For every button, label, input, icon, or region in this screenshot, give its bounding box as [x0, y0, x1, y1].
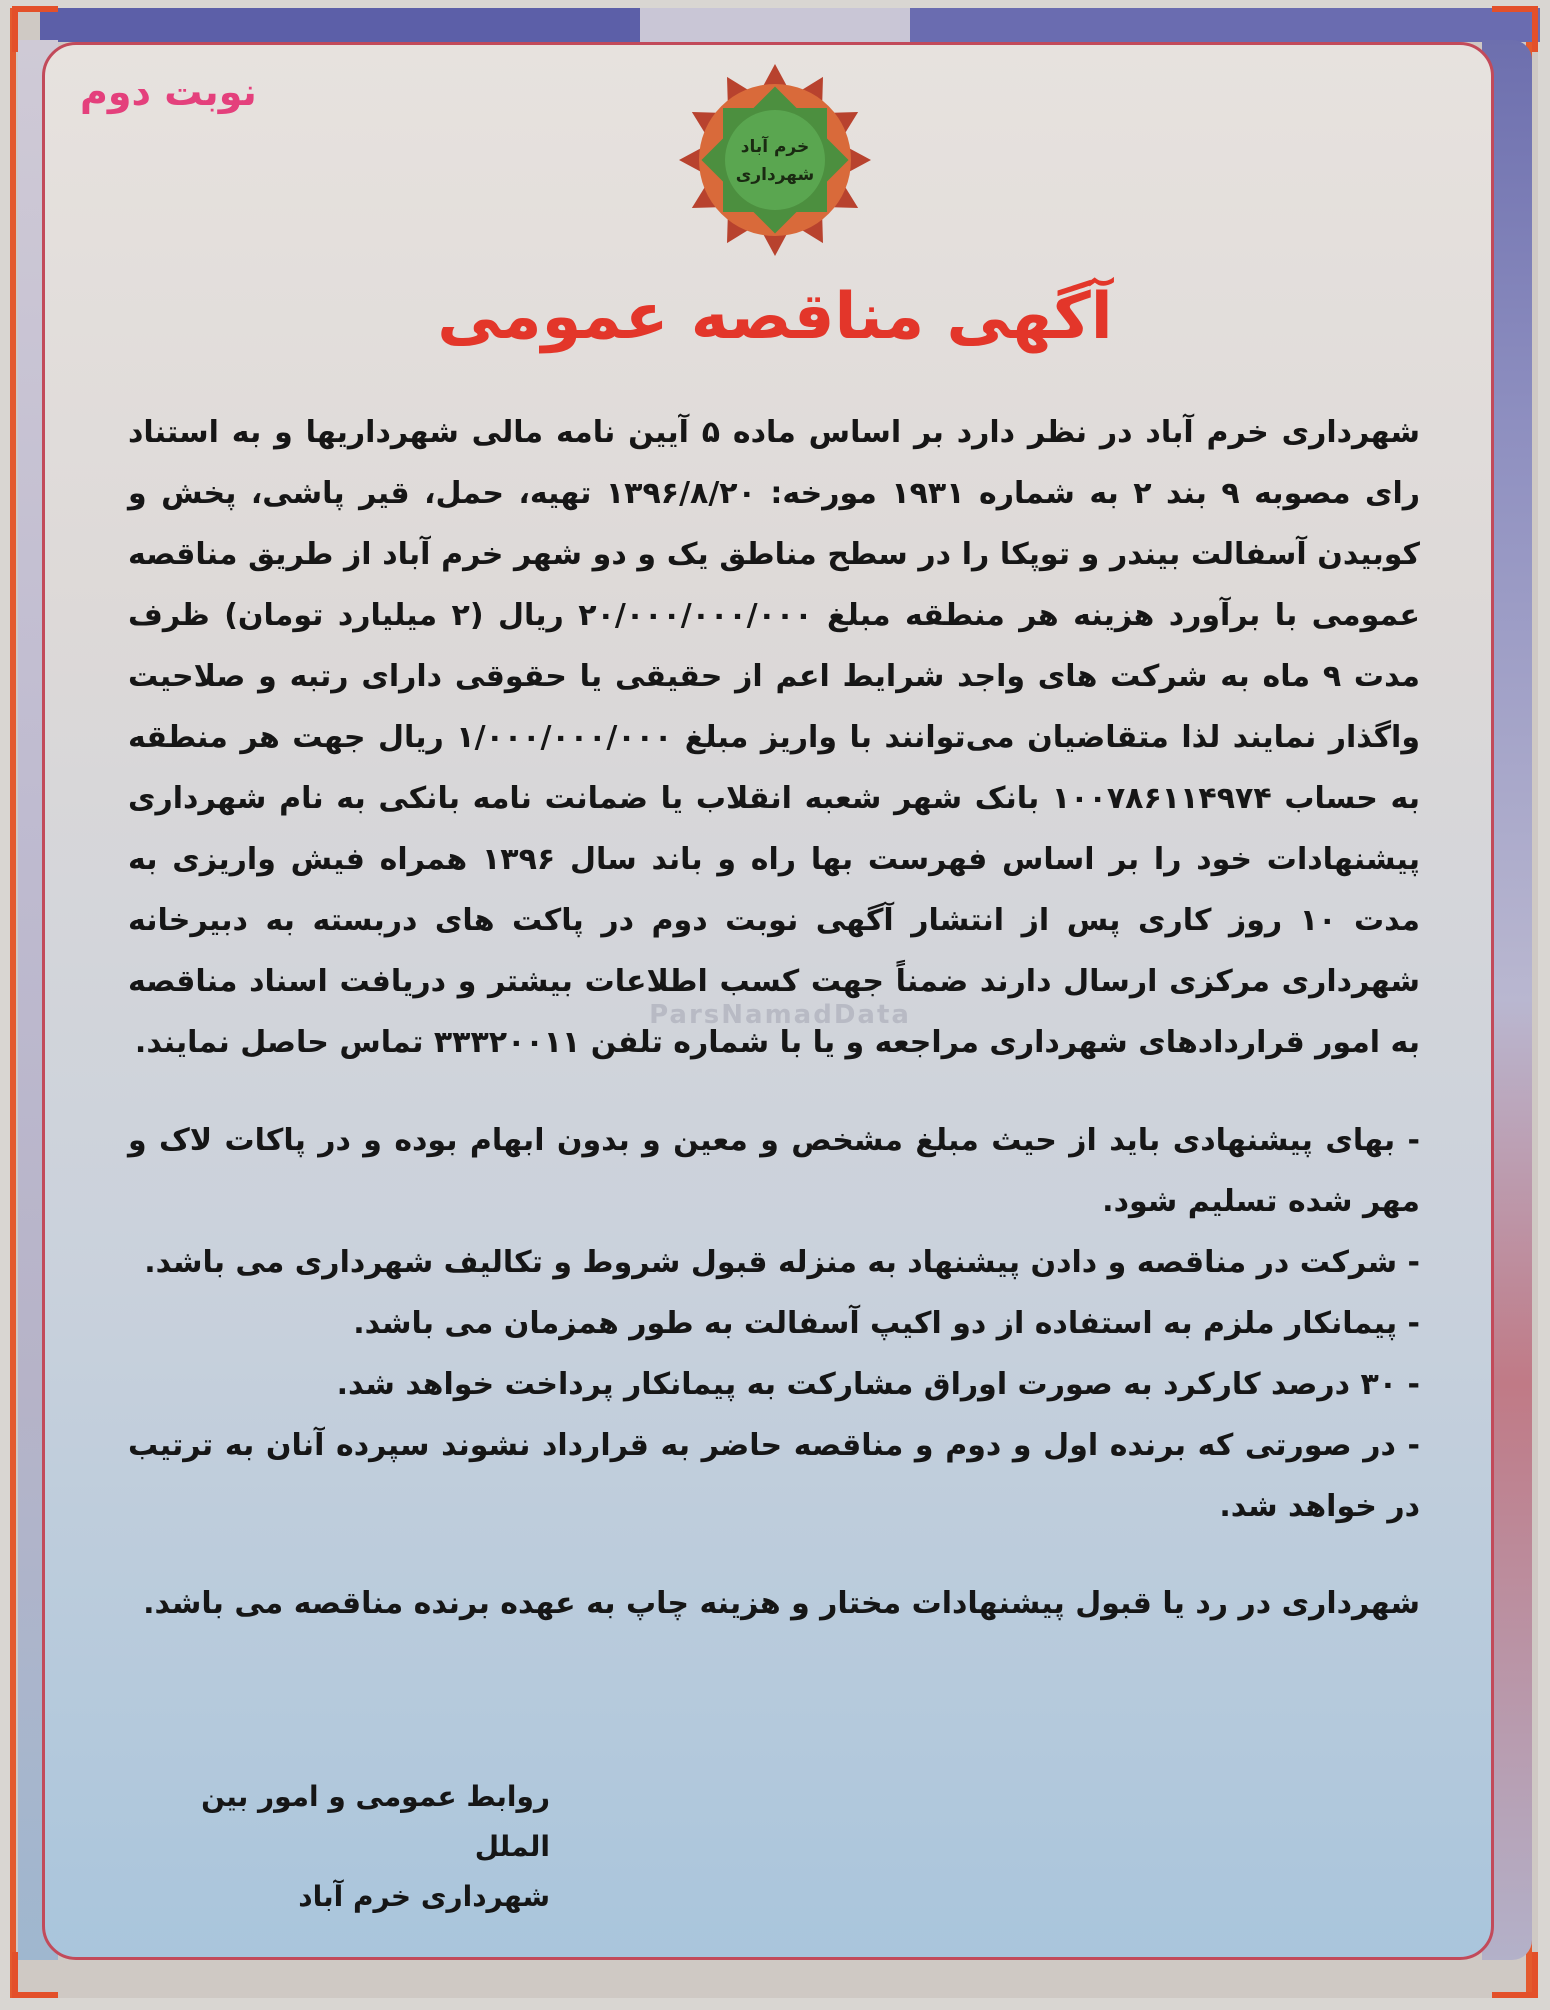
- frame-corner-bottom-left: [12, 1952, 58, 1998]
- seal-text-bottom: شهرداری: [735, 165, 815, 185]
- seal-center: [725, 110, 825, 210]
- signature-block: [130, 1772, 550, 1922]
- body-paragraph: شهرداری خرم آباد در نظر دارد بر اساس ماده ۵ آیین نامه مالی شهرداریها و به استناد رای مصوبه ۹ بند ۲ به شماره ۱۹۳۱ مورخه: ۱۳۹۶/۸/۲۰ تهیه، حمل، قیر پاشی، پخش و کوبیدن آسفالت بیندر و توپکا را در سطح مناطق یک و دو شهر خرم آباد از طریق مناقصه عمومی با برآورد هزینه هر منطقه مبلغ ۲۰/۰۰۰/۰۰۰/۰۰۰ ریال (۲ میلیارد تومان) ظرف مدت ۹ ماه به شرکت های واجد شرایط اعم از حقیقی یا حقوقی دارای رتبه و صلاحیت واگذار نمایند لذا متقاضیان می‌توانند با واریز مبلغ ۱/۰۰۰/۰۰۰/۰۰۰ ریال جهت هر منطقه به حساب ۱۰۰۷۸۶۱۱۴۹۷۴ بانک شهر شعبه انقلاب یا ضمانت نامه بانکی به نام شهرداری پیشنهادات خود را بر اساس فهرست بها راه و باند سال ۱۳۹۶ همراه فیش واریزی به مدت ۱۰ روز کاری پس از انتشار آگهی نوبت دوم در پاکت های دربسته به دبیرخانه شهرداری مرکزی ارسال دارند ضمناً جهت کسب اطلاعات بیشتر و دریافت اسناد مناقصه به امور قراردادهای شهرداری مراجعه و یا با شماره تلفن ۳۳۳۲۰۰۱۱ تماس حاصل نمایند.: [128, 415, 1421, 1060]
- condition-item: - ۳۰ درصد کارکرد به صورت اوراق مشارکت به پیمانکار پرداخت خواهد شد.: [336, 1367, 1420, 1402]
- round-label: نوبت دوم: [80, 70, 257, 114]
- frame-corner-top-left: [12, 6, 58, 52]
- frame-corner-bottom-right: [1492, 1952, 1538, 1998]
- closing-statement: شهرداری در رد یا قبول پیشنهادات مختار و هزینه چاپ به عهده برنده مناقصه می باشد.: [143, 1586, 1420, 1621]
- condition-item: - در صورتی که برنده اول و دوم و مناقصه حاضر به قرارداد نشوند سپرده آنان به ترتیب در خواهد شد.: [128, 1428, 1420, 1524]
- condition-item: - بهای پیشنهادی باید از حیث مبلغ مشخص و معین و بدون ابهام بوده و در پاکات لاک و مهر شده تسلیم شود.: [128, 1123, 1420, 1219]
- watermark: ParsNamadData: [649, 1000, 911, 1030]
- seal-text-top: خرم آباد: [740, 137, 810, 157]
- frame-top-band: [40, 8, 1540, 42]
- signature-organization: شهرداری خرم آباد: [298, 1880, 550, 1913]
- condition-item: - پیمانکار ملزم به استفاده از دو اکیپ آسفالت به طور همزمان می باشد.: [353, 1306, 1420, 1341]
- conditions-list: [128, 1110, 1420, 1537]
- notice-title: آگهی مناقصه عمومی: [437, 280, 1113, 354]
- signature-department: روابط عمومی و امور بین الملل: [201, 1780, 550, 1863]
- condition-item: - شرکت در مناقصه و دادن پیشنهاد به منزله قبول شروط و تکالیف شهرداری می باشد.: [144, 1245, 1420, 1280]
- notice-body: [128, 402, 1420, 1073]
- frame-corner-top-right: [1492, 6, 1538, 52]
- municipality-seal-icon: [675, 60, 875, 260]
